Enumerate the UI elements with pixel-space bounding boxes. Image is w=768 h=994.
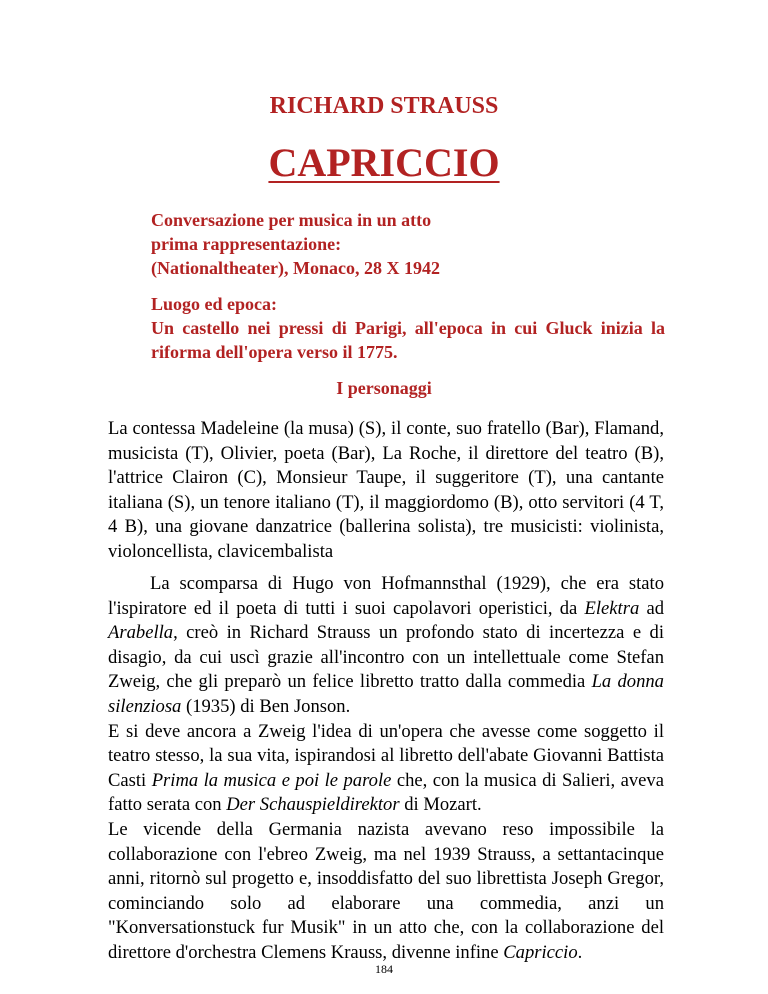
work-title: Der Schauspieldirektor [226, 794, 400, 816]
characters-heading: I personaggi [336, 378, 432, 398]
work-title: La donna silenziosa [108, 671, 664, 717]
premiere-line-1: Conversazione per musica in un atto [151, 210, 432, 230]
composer-name: RICHARD STRAUSS [269, 93, 499, 119]
work-title: Elektra [584, 597, 640, 619]
premiere-info [151, 208, 665, 280]
characters-list: La contessa Madeleine (la musa) (S), il conte, suo fratello (Bar), Flamand, musicista (T), Olivier, poeta (Bar), La Roche, il direttore del teatro (B), l'attrice Clairon (C), Monsieur Taupe, il suggeritore (T), una cantante italiana (S), un tenore italiano (T), il maggiordomo (B), otto servitori (4 T, 4 B), una giovane danzatrice (ballerina solista), tre musicisti: violinista, violoncellista, clavicembalista [108, 418, 664, 562]
paragraph-3: Le vicende della Germania nazista avevano reso impossibile la collaborazione con l'ebreo Zweig, ma nel 1939 Strauss, a settantacinque anni, ritornò sul progetto e, insoddisfatto del suo librettista Joseph Gregor, cominciando solo ad elaborare una commedia, anzi un "Konversationstuck fur Musik" in un atto che, con la collaborazione del direttore d'orchestra Clemens Krauss, divenne infine Capriccio. [108, 818, 664, 963]
paragraph-1: La scomparsa di Hugo von Hofmannsthal (1929), che era stato l'ispiratore ed il poeta di tutti i suoi capolavori operistici, da Elektra ad Arabella, creò in Richard Strauss un profondo stato di incertezza e di disagio, da cui uscì grazie all'incontro con un intellettuale come Stefan Zweig, che gli preparò un felice libretto tratto dalla commedia La donna silenziosa (1935) di Ben Jonson. [108, 573, 664, 717]
work-title: Arabella [108, 622, 174, 644]
paragraph-2: E si deve ancora a Zweig l'idea di un'opera che avesse come soggetto il teatro stesso, la sua vita, ispirandosi al libretto dell'abate Giovanni Battista Casti Prima la musica e poi le parole che, con la musica di Salieri, aveva fatto serata con Der Schauspieldirektor di Mozart. [108, 720, 664, 816]
setting-label: Luogo ed epoca: [151, 294, 277, 314]
work-title: Prima la musica e poi le parole [151, 769, 392, 791]
work-title: Capriccio [503, 941, 578, 963]
body-text [108, 572, 664, 966]
setting-info [151, 292, 665, 364]
premiere-line-3: (Nationaltheater), Monaco, 28 X 1942 [151, 258, 440, 278]
page-number: 184 [375, 962, 393, 976]
setting-text: Un castello nei pressi di Parigi, all'epoca in cui Gluck inizia la riforma dell'opera verso il 1775. [151, 318, 665, 362]
opera-title: CAPRICCIO [268, 140, 500, 185]
premiere-line-2: prima rappresentazione: [151, 234, 342, 254]
